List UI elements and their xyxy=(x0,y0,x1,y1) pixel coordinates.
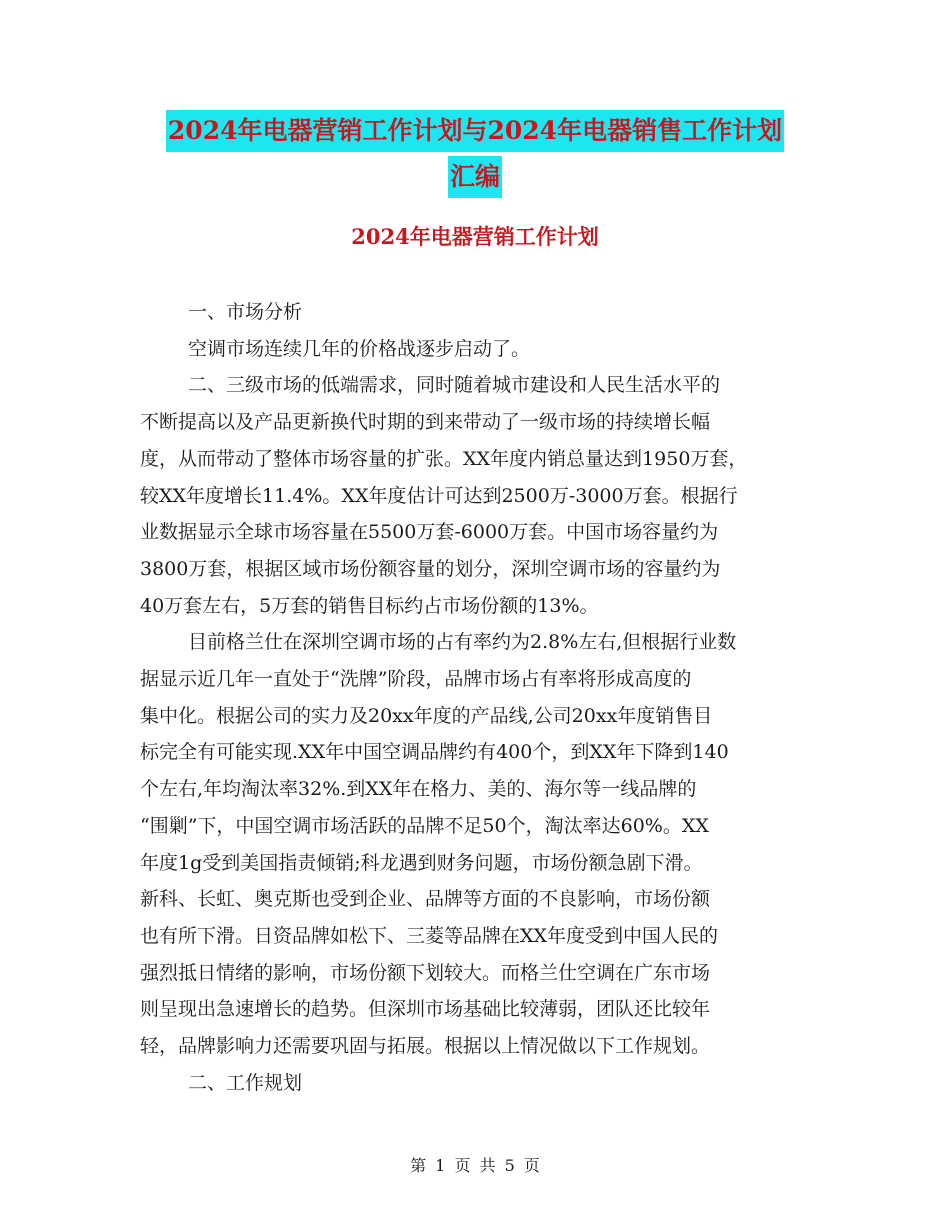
paragraph-line: 度，从而带动了整体市场容量的扩张。XX年度内销总量达到1950万套， xyxy=(140,447,748,470)
paragraph-line: 二、三级市场的低端需求，同时随着城市建设和人民生活水平的 xyxy=(188,374,721,397)
document-title-line-1: 2024年电器营销工作计划与2024年电器销售工作计划 xyxy=(166,110,784,152)
paragraph-line: 较XX年度增长11.4%。XX年度估计可达到2500万-3000万套。根据行 xyxy=(140,484,738,507)
document-title-line-2: 汇编 xyxy=(448,156,502,198)
paragraph-line: 目前格兰仕在深圳空调市场的占有率约为2.8%左右,但根据行业数 xyxy=(188,631,737,654)
paragraph-line: 则呈现出急速增长的趋势。但深圳市场基础比较薄弱，团队还比较年 xyxy=(140,998,711,1021)
page-footer: 第 1 页 共 5 页 xyxy=(410,1156,540,1175)
paragraph-line: “围剿”下，中国空调市场活跃的品牌不足50个，淘汰率达60%。XX xyxy=(140,814,709,837)
paragraph-line: 不断提高以及产品更新换代时期的到来带动了一级市场的持续增长幅 xyxy=(140,411,711,434)
paragraph-line: 二、工作规划 xyxy=(188,1071,303,1094)
paragraph-line: 3800万套，根据区域市场份额容量的划分，深圳空调市场的容量约为 xyxy=(140,557,721,580)
paragraph-line: 轻，品牌影响力还需要巩固与拓展。根据以上情况做以下工作规划。 xyxy=(140,1035,711,1058)
document-body xyxy=(140,294,820,1101)
section-title: 2024年电器营销工作计划 xyxy=(351,224,599,249)
paragraph-line: 集中化。根据公司的实力及20xx年度的产品线,公司20xx年度销售目 xyxy=(140,704,713,727)
paragraph xyxy=(140,294,820,331)
document-title xyxy=(0,110,950,198)
paragraph-line: 空调市场连续几年的价格战逐步启动了。 xyxy=(188,337,531,360)
paragraph xyxy=(140,624,820,1064)
paragraph-line: 年度1g受到美国指责倾销;科龙遇到财务问题，市场份额急剧下滑。 xyxy=(140,851,703,874)
paragraph xyxy=(140,1065,820,1102)
paragraph-line: 个左右,年均淘汰率32%.到XX年在格力、美的、海尔等一线品牌的 xyxy=(140,778,697,801)
paragraph-line: 标完全有可能实现.XX年中国空调品牌约有400个，到XX年下降到140 xyxy=(140,741,729,764)
paragraph-line: 一、市场分析 xyxy=(188,301,303,323)
paragraph xyxy=(140,367,820,624)
paragraph-line: 也有所下滑。日资品牌如松下、三菱等品牌在XX年度受到中国人民的 xyxy=(140,924,719,947)
paragraph-line: 40万套左右，5万套的销售目标约占市场份额的13%。 xyxy=(140,594,599,617)
paragraph-line: 新科、长虹、奥克斯也受到企业、品牌等方面的不良影响，市场份额 xyxy=(140,888,711,911)
paragraph xyxy=(140,331,820,368)
paragraph-line: 据显示近几年一直处于“洗牌”阶段，品牌市场占有率将形成高度的 xyxy=(140,668,692,691)
paragraph-line: 业数据显示全球市场容量在5500万套-6000万套。中国市场容量约为 xyxy=(140,521,719,544)
paragraph-line: 强烈抵日情绪的影响，市场份额下划较大。而格兰仕空调在广东市场 xyxy=(140,961,711,984)
